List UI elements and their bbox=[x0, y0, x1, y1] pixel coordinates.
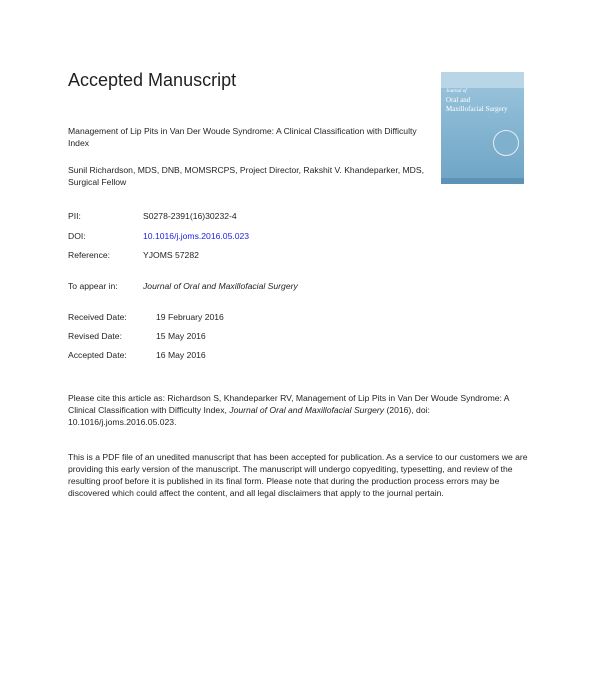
received-value: 19 February 2016 bbox=[156, 312, 224, 322]
doi-label: DOI: bbox=[68, 231, 86, 241]
disclaimer-paragraph: This is a PDF file of an unedited manuscript that has been accepted for publication. As a service to our customers we are providing this early version of the manuscript. The manuscript will undergo copyediting, typesetting, and review of the resulting proof before it is published in its final form. Please note that during the production process errors may be discovered which could affect the content, and all legal disclaimers that apply to the journal pertain. bbox=[68, 452, 528, 498]
page-title: Accepted Manuscript bbox=[68, 70, 237, 90]
revised-value: 15 May 2016 bbox=[156, 331, 206, 341]
cover-line-1: Journal of bbox=[446, 89, 467, 94]
doi-link[interactable]: 10.1016/j.joms.2016.05.023 bbox=[143, 231, 250, 241]
pii-value: S0278-2391(16)30232-4 bbox=[143, 211, 237, 221]
citation-paragraph bbox=[68, 392, 533, 428]
citation-journal: Journal of Oral and Maxillofacial Surgery bbox=[229, 405, 385, 415]
journal-cover-image bbox=[441, 72, 524, 184]
cover-line-3: Maxillofacial Surgery bbox=[446, 105, 508, 113]
appear-label: To appear in: bbox=[68, 281, 118, 291]
received-label: Received Date: bbox=[68, 312, 127, 322]
cover-emblem-icon bbox=[493, 130, 519, 156]
cover-line-2: Oral and bbox=[446, 96, 471, 104]
citation-suffix: (2016), doi: 10.1016/j.joms.2016.05.023. bbox=[68, 405, 430, 427]
accepted-value: 16 May 2016 bbox=[156, 350, 206, 360]
article-authors: Sunil Richardson, MDS, DNB, MOMSRCPS, Project Director, Rakshit V. Khandeparker, MDS, Surgical Fellow bbox=[68, 165, 424, 187]
appear-journal: Journal of Oral and Maxillofacial Surgery bbox=[143, 281, 298, 291]
reference-label: Reference: bbox=[68, 250, 111, 260]
accepted-label: Accepted Date: bbox=[68, 350, 127, 360]
reference-value: YJOMS 57282 bbox=[143, 250, 199, 260]
cover-bottom-strip bbox=[441, 178, 524, 184]
citation-prefix: Please cite this article as: Richardson S, Khandeparker RV, Management of Lip Pits in Van Der Woude Syndrome: A Clinical Classification with Difficulty Index, bbox=[68, 393, 510, 415]
pii-label: PII: bbox=[68, 211, 81, 221]
article-title: Management of Lip Pits in Van Der Woude Syndrome: A Clinical Classification with Difficulty Index bbox=[68, 126, 417, 148]
revised-label: Revised Date: bbox=[68, 331, 122, 341]
cover-top-band bbox=[441, 72, 524, 88]
